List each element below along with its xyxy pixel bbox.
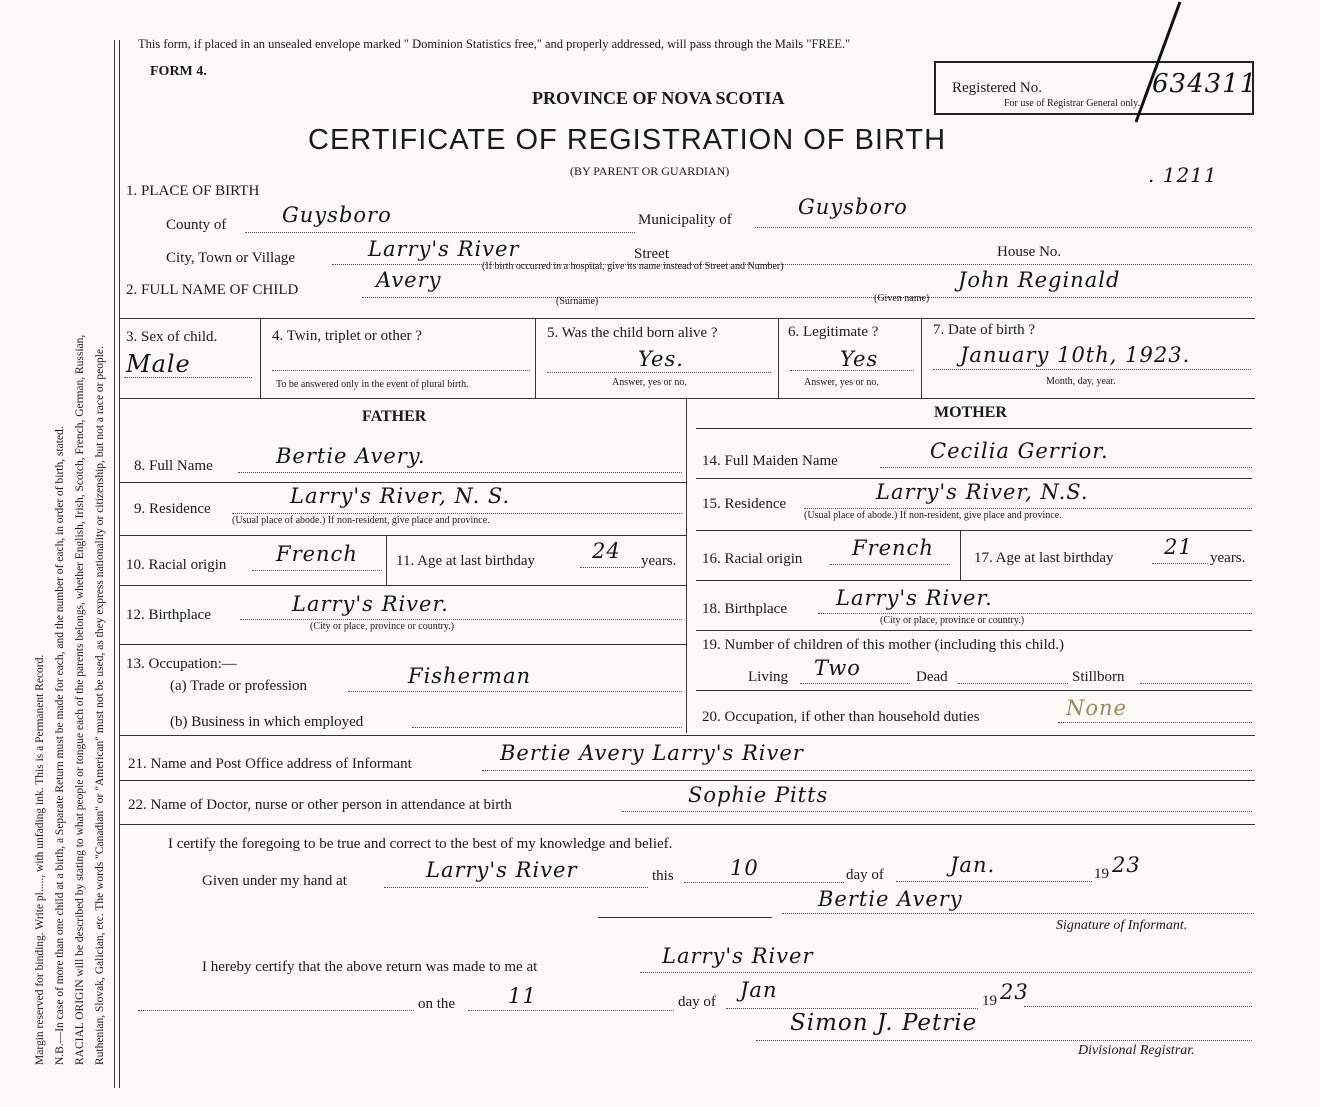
living-line <box>800 683 910 684</box>
mother-birthplace-label: 18. Birthplace <box>702 601 787 617</box>
registrar-note: For use of Registrar General only. <box>1004 98 1140 109</box>
mother-race-line <box>830 564 950 565</box>
legitimate-value: Yes <box>840 347 879 371</box>
mother-race-divider <box>960 530 961 580</box>
mail-notice: This form, if placed in an unsealed envelope marked " Dominion Statistics free," and properly addressed, will pass through the Mails "FREE." <box>138 37 851 51</box>
house-label: House No. <box>997 244 1062 260</box>
dob-caption: Month, day, year. <box>1046 376 1116 387</box>
mother-name-value: Cecilia Gerrior. <box>930 439 1109 463</box>
father-age-value: 24 <box>592 539 621 563</box>
row-divider-doctor <box>120 780 1255 781</box>
father-birthplace-line <box>240 619 682 620</box>
mother-birthplace-caption: (City or place, province or country.) <box>880 615 1025 626</box>
dob-value: January 10th, 1923. <box>960 343 1191 367</box>
mother-residence-value: Larry's River, N.S. <box>876 480 1089 504</box>
day-value: 10 <box>730 856 759 880</box>
mother-age-line <box>1152 563 1208 564</box>
certificate-subtitle: (BY PARENT OR GUARDIAN) <box>570 164 730 178</box>
father-trade-line <box>348 691 682 692</box>
sex-value: Male <box>126 350 191 378</box>
mother-name-line <box>880 467 1252 468</box>
informant-line <box>482 770 1252 771</box>
father-name-line <box>238 472 682 473</box>
day-of-label: day of <box>846 867 884 883</box>
mother-race-value: French <box>852 536 934 560</box>
city-value: Larry's River <box>368 237 520 261</box>
county-label: County of <box>166 217 227 233</box>
signature-short-line <box>598 917 772 918</box>
year-prefix: 19 <box>1094 866 1109 882</box>
doctor-value: Sophie Pitts <box>688 783 829 807</box>
mother-divider-3 <box>696 580 1252 581</box>
mother-heading: MOTHER <box>934 404 1007 421</box>
form-number: FORM 4. <box>150 64 207 79</box>
this-label: this <box>652 868 674 884</box>
row-divider-informant <box>120 735 1255 736</box>
informant-value: Bertie Avery Larry's River <box>500 741 804 765</box>
father-divider-3 <box>120 585 686 586</box>
mother-occupation-value: None <box>1066 696 1127 720</box>
municipality-line <box>755 227 1252 228</box>
child-name-label: 2. FULL NAME OF CHILD <box>126 282 299 298</box>
county-value: Guysboro <box>282 203 392 227</box>
registrar-month-line <box>726 1008 978 1009</box>
father-occupation-label: 13. Occupation:— <box>126 656 237 672</box>
left-border-inner <box>119 40 120 1088</box>
ink-stroke <box>1128 0 1188 130</box>
father-race-line <box>252 570 382 571</box>
living-value: Two <box>814 656 861 680</box>
father-birthplace-label: 12. Birthplace <box>126 607 211 623</box>
father-age-label: 11. Age at last birthday <box>396 553 535 569</box>
father-years-label: years. <box>641 553 677 569</box>
surname-caption: (Surname) <box>556 296 599 307</box>
registrar-signature-line <box>756 1040 1252 1041</box>
father-residence-line <box>232 513 682 514</box>
mother-divider-1 <box>696 478 1252 479</box>
row-divider-parents <box>120 398 1255 399</box>
mother-children-label: 19. Number of children of this mother (including this child.) <box>702 637 1065 653</box>
registrar-statement: I hereby certify that the above return was made to me at <box>202 959 538 975</box>
alive-line <box>547 372 771 373</box>
margin-note-3: RACIAL ORIGIN will be described by stating to what people or tongue each of the parents belongs, whether English, Irish, Scotch, French, German, Russian, <box>74 334 86 1065</box>
certify-statement: I certify the foregoing to be true and correct to the best of my knowledge and belief. <box>168 836 673 852</box>
father-divider-4 <box>120 644 686 645</box>
father-heading: FATHER <box>362 408 427 425</box>
row-divider-top <box>120 318 1255 319</box>
registrar-year-prefix: 19 <box>982 993 997 1009</box>
mother-birthplace-line <box>818 613 1252 614</box>
twin-label: 4. Twin, triplet or other ? <box>272 328 422 344</box>
signature-caption: Signature of Informant. <box>1056 918 1188 933</box>
col-divider-1 <box>260 318 261 398</box>
twin-line <box>272 370 530 371</box>
registrar-signature: Simon J. Petrie <box>790 1010 978 1036</box>
municipality-value: Guysboro <box>798 195 908 219</box>
registrar-month-value: Jan <box>740 978 778 1002</box>
on-the-label: on the <box>418 996 456 1012</box>
mother-race-label: 16. Racial origin <box>702 551 803 567</box>
father-divider-1 <box>120 482 686 483</box>
signature-line <box>782 913 1254 914</box>
city-line <box>332 264 1252 265</box>
registrar-day-of-label: day of <box>678 994 716 1010</box>
father-business-label: (b) Business in which employed <box>170 714 364 730</box>
municipality-label: Municipality of <box>638 212 732 228</box>
father-race-divider <box>386 535 387 585</box>
father-race-value: French <box>276 542 358 566</box>
legitimate-caption: Answer, yes or no. <box>804 377 879 388</box>
place-heading: 1. PLACE OF BIRTH <box>126 183 260 199</box>
registrar-place-value: Larry's River <box>662 944 814 968</box>
father-divider-2 <box>120 535 686 536</box>
col-divider-4 <box>921 318 922 398</box>
dob-line <box>933 369 1251 370</box>
year-value: 23 <box>1112 853 1141 877</box>
hospital-note: (If birth occurred in a hospital, give its name instead of Street and Number) <box>482 261 784 272</box>
margin-note-2: N.B.—In case of more than one child at a birth, a Separate Return must be made for each, and the number of each, in order of birth, stated. <box>54 426 66 1065</box>
row-divider-certify <box>120 824 1255 825</box>
registrar-day-value: 11 <box>508 984 537 1008</box>
registered-label: Registered No. <box>952 80 1042 96</box>
legitimate-label: 6. Legitimate ? <box>788 324 879 340</box>
registrar-day-line <box>468 1010 674 1011</box>
father-age-line <box>580 567 640 568</box>
month-line <box>896 881 1092 882</box>
dob-label: 7. Date of birth ? <box>933 322 1036 338</box>
informant-label: 21. Name and Post Office address of Informant <box>128 756 412 772</box>
margin-note-1: Margin reserved for binding. Write pl....., with unfading ink. This is a Permanent Record. <box>34 654 46 1065</box>
child-given-value: John Reginald <box>958 268 1121 292</box>
street-label: Street <box>634 246 669 262</box>
given-caption: (Given name) <box>874 293 930 304</box>
mother-age-value: 21 <box>1164 535 1193 559</box>
father-trade-label: (a) Trade or profession <box>170 678 308 694</box>
sex-label: 3. Sex of child. <box>126 329 218 345</box>
registered-number: 634311 <box>1152 69 1258 99</box>
county-line <box>245 232 635 233</box>
alive-label: 5. Was the child born alive ? <box>547 325 718 341</box>
child-name-line <box>362 297 1252 298</box>
mother-years-label: years. <box>1210 550 1246 566</box>
informant-signature: Bertie Avery <box>818 887 963 911</box>
certificate-title: CERTIFICATE OF REGISTRATION OF BIRTH <box>308 124 947 156</box>
father-business-line <box>412 727 682 728</box>
margin-note-4: Ruthenian, Slovak, Galician, etc. The words "Canadian" or "American" must not be used, as they express nationality or citizenship, but not a race or people. <box>94 346 106 1065</box>
corner-mark: . 1211 <box>1148 163 1218 187</box>
col-divider-2 <box>535 318 536 398</box>
left-border <box>114 40 115 1088</box>
city-label: City, Town or Village <box>166 250 296 266</box>
mother-divider-0 <box>696 428 1252 429</box>
twin-note: To be answered only in the event of plural birth. <box>276 379 469 390</box>
registrar-date-line-left <box>138 1010 414 1011</box>
father-trade-value: Fisherman <box>408 664 532 688</box>
alive-value: Yes. <box>638 347 684 371</box>
alive-caption: Answer, yes or no. <box>612 377 687 388</box>
father-race-label: 10. Racial origin <box>126 557 227 573</box>
father-residence-caption: (Usual place of abode.) If non-resident, give place and province. <box>232 515 490 526</box>
mother-name-label: 14. Full Maiden Name <box>702 453 838 469</box>
child-surname-value: Avery <box>376 268 442 292</box>
parents-center-divider <box>686 398 687 733</box>
mother-birthplace-value: Larry's River. <box>836 586 993 610</box>
registrar-place-line <box>640 972 1252 973</box>
mother-divider-4 <box>696 630 1252 631</box>
mother-occupation-line <box>1058 722 1252 723</box>
mother-divider-5 <box>696 690 1252 691</box>
living-label: Living <box>748 669 788 685</box>
given-label: Given under my hand at <box>202 873 347 889</box>
stillborn-line <box>1140 683 1252 684</box>
mother-age-label: 17. Age at last birthday <box>974 550 1114 566</box>
day-line <box>684 882 844 883</box>
registrar-caption: Divisional Registrar. <box>1078 1043 1195 1058</box>
province-title: PROVINCE OF NOVA SCOTIA <box>532 88 785 108</box>
given-place-value: Larry's River <box>426 858 578 882</box>
father-birthplace-value: Larry's River. <box>292 592 449 616</box>
given-place-line <box>384 887 648 888</box>
mother-residence-label: 15. Residence <box>702 496 787 512</box>
mother-occupation-label: 20. Occupation, if other than household duties <box>702 709 980 725</box>
dead-label: Dead <box>916 669 948 685</box>
mother-residence-line <box>804 508 1252 509</box>
father-name-value: Bertie Avery. <box>276 444 426 468</box>
father-birthplace-caption: (City or place, province or country.) <box>310 621 455 632</box>
father-residence-label: 9. Residence <box>134 501 211 517</box>
col-divider-3 <box>778 318 779 398</box>
registrar-year-value: 23 <box>1000 980 1029 1004</box>
doctor-line <box>622 811 1252 812</box>
doctor-label: 22. Name of Doctor, nurse or other person in attendance at birth <box>128 797 512 813</box>
stillborn-label: Stillborn <box>1072 669 1125 685</box>
father-residence-value: Larry's River, N. S. <box>290 484 511 508</box>
mother-divider-2 <box>696 530 1252 531</box>
month-value: Jan. <box>950 853 996 877</box>
father-name-label: 8. Full Name <box>134 458 213 474</box>
mother-residence-caption: (Usual place of abode.) If non-resident, give place and province. <box>804 510 1062 521</box>
dead-line <box>958 683 1068 684</box>
registrar-date-line-right <box>1024 1006 1252 1007</box>
